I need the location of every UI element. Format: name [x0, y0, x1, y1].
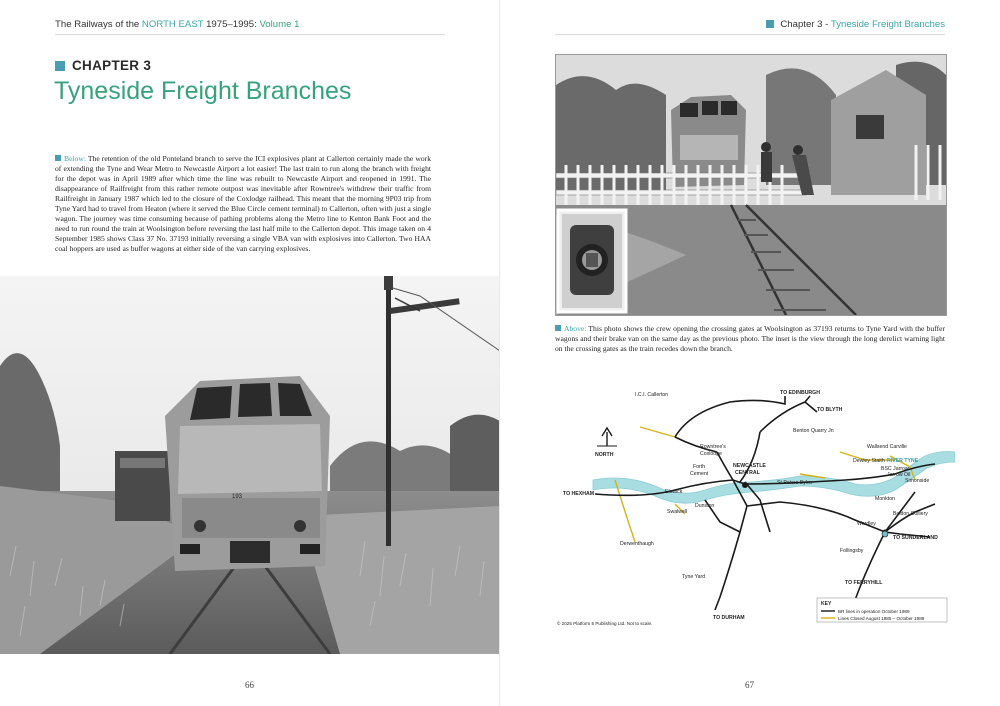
label-wallsend: Wallsend Carville — [867, 444, 907, 450]
label-elswick: Elswick — [665, 489, 683, 495]
railway-map — [555, 382, 955, 627]
page-number-right: 67 — [745, 680, 754, 690]
label-to-durham: TO DURHAM — [713, 615, 745, 621]
label-rowntrees: Rowntree's — [700, 444, 726, 450]
label-to-edinburgh: TO EDINBURGH — [780, 390, 820, 396]
header-rule-right — [555, 34, 945, 35]
key-title: KEY — [821, 601, 832, 607]
label-river-tyne: RIVER TYNE — [887, 458, 919, 464]
label-central: CENTRAL — [735, 470, 760, 476]
label-bsc-jarrow: BSC Jarrow — [881, 466, 909, 472]
locomotive-photo-graphic — [0, 276, 500, 654]
label-cement: Cement — [690, 471, 709, 477]
crossing-gates-photo-graphic — [556, 55, 946, 315]
label-to-sunderland: TO SUNDERLAND — [893, 535, 938, 541]
loco-number: 193 — [232, 494, 243, 500]
caption-lead: Above: — [564, 324, 587, 333]
label-benton-quarry: Benton Quarry Jn — [793, 428, 834, 434]
running-head-right — [766, 19, 945, 30]
running-head-middle: 1975–1995: — [203, 19, 260, 30]
locomotive-photo — [0, 276, 500, 654]
caption-square-icon — [555, 325, 561, 331]
running-head-title: Tyneside Freight Branches — [830, 19, 945, 30]
caption-lead: Below: — [64, 154, 86, 163]
caption-text: The retention of the old Ponteland branch to serve the ICI explosives plant at Callerton certainly made the work of extending the Tyne and Wear Metro to Newcastle Airport a lot easier! The last train to run along the branch with freight for the depot was in April 1989 after which time the line was rebuilt to Newcastle Airport and reopened in 1991. The disappearance of Railfreight from this rather remote outpost was inevitable after Rowntree's withdrew their traffic from Railfreight in January 1987 which led to the closure of the Coxlodge railhead. This meant that the morning 9P03 trip from Tyne Yard had to travel from Heaton (where it served the Blue Circle cement terminal) to Callerton, often with just a single wagon. The journey was time consuming because of pathing problems along the Metro line to Kenton Bank Foot and the need to run round the train at Woolsington before reversing the last half mile to the Callerton depot. This image taken on 4 September 1985 shows Class 37 No. 37193 initially reversing a single VBA van with explosives into Callerton. Two HAA coal hoppers are used as buffer wagons at either side of the van carrying explosives. — [55, 154, 431, 253]
label-monkton: Monkton — [875, 496, 895, 502]
newcastle-central-station — [742, 482, 748, 488]
label-simonside: Simonside — [905, 478, 930, 484]
label-to-blyth: TO BLYTH — [817, 407, 843, 413]
label-st-peters-byker: St Peters Byker — [777, 480, 814, 486]
header-rule-left — [55, 34, 445, 35]
running-head-separator: - — [822, 19, 831, 30]
chapter-label — [55, 58, 151, 73]
label-to-hexham: TO HEXHAM — [563, 491, 595, 497]
map-copyright: © 2025 Platform 5 Publishing Ltd. Not to scale. — [557, 621, 653, 626]
running-head-prefix: The Railways of the — [55, 19, 142, 30]
caption-text: This photo shows the crew opening the crossing gates at Woolsington as 37193 returns to Tyne Yard with the buffer wagons and their brake van on the same day as the previous photo. The inset is the view through the long derelict warning light on the crossing gates as the train recedes down the branch. — [555, 324, 945, 353]
label-to-ferryhill: TO FERRYHILL — [845, 580, 883, 586]
north-arrow-icon — [597, 428, 617, 446]
label-newcastle: NEWCASTLE — [733, 463, 766, 469]
chapter-title: Tyneside Freight Branches — [54, 77, 352, 105]
label-derwenthaugh: Derwenthaugh — [620, 541, 654, 547]
label-follingsby: Follingsby — [840, 548, 864, 554]
running-head-square-icon — [766, 20, 774, 28]
map-key — [817, 598, 947, 622]
label-forth: Forth — [693, 464, 706, 470]
label-wardley: Wardley — [857, 521, 876, 527]
caption-below — [55, 154, 431, 254]
label-ici-callerton: I.C.I. Callerton — [635, 392, 669, 398]
caption-above — [555, 324, 945, 354]
label-tyne-yard: Tyne Yard — [682, 574, 706, 580]
label-dewley-staith: Dewley Staith — [853, 458, 885, 464]
label-jarrow-oil: Jarrow Oil — [887, 472, 911, 478]
key-item-closed-lines: Lines Closed August 1985 – October 1989 — [838, 616, 925, 621]
chapter-label-text: CHAPTER 3 — [72, 58, 152, 73]
chapter-square-icon — [55, 61, 65, 71]
caption-square-icon — [55, 155, 61, 161]
label-boldon-colliery: Boldon Colliery — [893, 511, 928, 517]
boldon-colliery-dot — [882, 531, 888, 537]
page-number-left: 66 — [245, 680, 254, 690]
running-head-volume: Volume 1 — [259, 19, 300, 30]
label-dunston: Dunston — [695, 503, 715, 509]
label-swalwell: Swalwell — [667, 509, 688, 515]
running-head-left — [55, 19, 299, 30]
crossing-gates-photo — [555, 54, 947, 316]
running-head-highlight: NORTH EAST — [141, 19, 204, 30]
label-north: NORTH — [595, 452, 614, 458]
label-coxlodge: Coxlodge — [700, 451, 722, 457]
key-item-open-lines: BR lines in operation October 1989 — [838, 609, 910, 614]
running-head-chapter: Chapter 3 — [780, 19, 823, 30]
